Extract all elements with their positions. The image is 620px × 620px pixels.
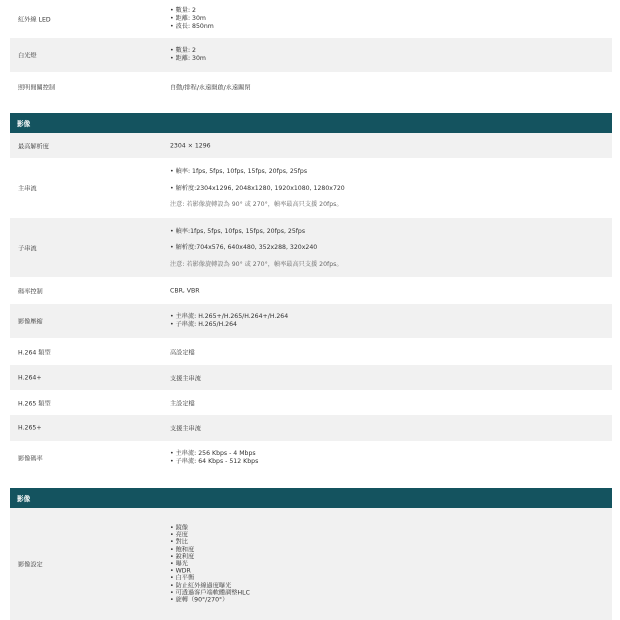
spec-value-line: • 數量: 2 <box>170 47 196 54</box>
spec-value-line: 2304 × 1296 <box>170 142 211 149</box>
spec-value-line: • 解析度:2304x1296, 2048x1280, 1920x1080, 1280x720 <box>170 184 345 192</box>
spec-label: H.264+ <box>18 374 42 381</box>
spec-label: H.264 類型 <box>18 349 51 356</box>
spec-value-line: • 旋轉（90°/270°） <box>170 596 229 604</box>
spec-value <box>170 424 201 433</box>
spec-row-h264-type <box>10 338 612 365</box>
spec-label: H.265 類型 <box>18 400 51 407</box>
spec-value-line: CBR, VBR <box>170 287 200 294</box>
spec-value <box>170 142 211 149</box>
spec-value <box>170 287 200 294</box>
spec-value-line: 支援主串流 <box>170 425 201 433</box>
spec-value-line: • 子串流: 64 Kbps - 512 Kbps <box>170 457 259 465</box>
spec-value-line: • 解析度:704x576, 640x480, 352x288, 320x240 <box>170 244 318 251</box>
spec-value-line: 自動/排程/永遠開啟/永遠關閉 <box>170 84 251 91</box>
spec-value-line: 支援主串流 <box>170 375 201 382</box>
spec-value <box>170 228 343 268</box>
spec-value-line: • 防止紅外線過度曝光 <box>170 582 232 590</box>
spec-value-line: • 主串流: H.265+/H.265/H.264+/H.264 <box>170 313 289 320</box>
spec-value-line: 主設定檔 <box>170 400 195 407</box>
spec-row-h265-type <box>10 390 612 415</box>
spec-row-sub-stream <box>10 218 612 277</box>
spec-value-line: • 可透過客戶端軟體調整HLC <box>170 589 250 597</box>
spec-value-line: • 銳利度 <box>170 553 195 561</box>
spec-label: H.265+ <box>18 424 42 432</box>
spec-value-line: • 白平衡 <box>170 574 195 582</box>
spec-value-line: • 對比 <box>170 538 188 546</box>
spec-value-line: • 幀率: 1fps, 5fps, 10fps, 15fps, 20fps, 25fps <box>170 168 308 175</box>
spec-row-white-light <box>10 38 612 72</box>
spec-value-line: • 亮度 <box>170 531 188 539</box>
spec-row-image-settings <box>10 508 612 620</box>
spec-value <box>170 7 214 31</box>
spec-value-line: • 主串流: 256 Kbps - 4 Mbps <box>170 449 256 457</box>
spec-row-ir-led <box>10 0 612 38</box>
spec-value <box>170 450 258 466</box>
spec-row-light-control <box>10 72 612 101</box>
spec-value <box>170 82 251 91</box>
spec-label: 影像碼率 <box>18 455 43 462</box>
spec-row-bitrate-control <box>10 277 612 304</box>
spec-label: 碼率控制 <box>18 288 43 295</box>
section-header-video <box>10 113 612 133</box>
spec-value <box>170 373 201 382</box>
spec-row-h265-plus <box>10 415 612 441</box>
spec-label: 子串流 <box>18 245 37 252</box>
section-title: 影像 <box>17 120 31 128</box>
spec-value <box>170 47 206 63</box>
spec-row-video-bitrate <box>10 441 612 474</box>
spec-value-line: 高設定檔 <box>170 349 195 356</box>
spec-value-line: • WDR <box>170 567 191 575</box>
spec-value-line: • 數量: 2 <box>170 7 196 14</box>
spec-value <box>170 524 250 603</box>
spec-value-line: • 波長: 850nm <box>170 23 214 30</box>
spec-value-note: 注意: 若影像旋轉設為 90° 或 270°，幀率最高只支援 20fps。 <box>170 260 343 268</box>
spec-label: 紅外線 LED <box>18 16 51 24</box>
spec-value <box>170 398 195 407</box>
spec-value-line: • 子串流: H.265/H.264 <box>170 321 237 328</box>
spec-label: 影像壓縮 <box>18 318 43 326</box>
spec-row-max-resolution <box>10 133 612 158</box>
spec-label: 照明閒關控制 <box>18 84 56 91</box>
spec-value-line: • 距離: 30m <box>170 15 206 22</box>
spec-value-line: • 鏡像 <box>170 524 188 532</box>
spec-label: 影像設定 <box>18 561 43 569</box>
spec-row-main-stream <box>10 158 612 218</box>
section-header-image <box>10 488 612 508</box>
spec-value-note: 注意: 若影像旋轉設為 90° 或 270°，幀率最高只支援 20fps。 <box>170 201 343 208</box>
spec-value <box>170 168 345 208</box>
spec-row-video-compression <box>10 304 612 338</box>
spec-value <box>170 313 288 329</box>
spec-value <box>170 347 195 356</box>
spec-value-line: • 幀率:1fps, 5fps, 10fps, 15fps, 20fps, 25fps <box>170 227 306 235</box>
spec-label: 最高解析度 <box>18 143 49 150</box>
spec-label: 主串流 <box>18 185 37 193</box>
section-title: 影像 <box>17 495 31 503</box>
spec-label: 白光燈 <box>18 52 37 60</box>
spec-row-h264-plus <box>10 365 612 390</box>
spec-value-line: • 飽和度 <box>170 545 195 553</box>
spec-value-line: • 曝光 <box>170 560 188 568</box>
spec-value-line: • 距離: 30m <box>170 55 206 62</box>
